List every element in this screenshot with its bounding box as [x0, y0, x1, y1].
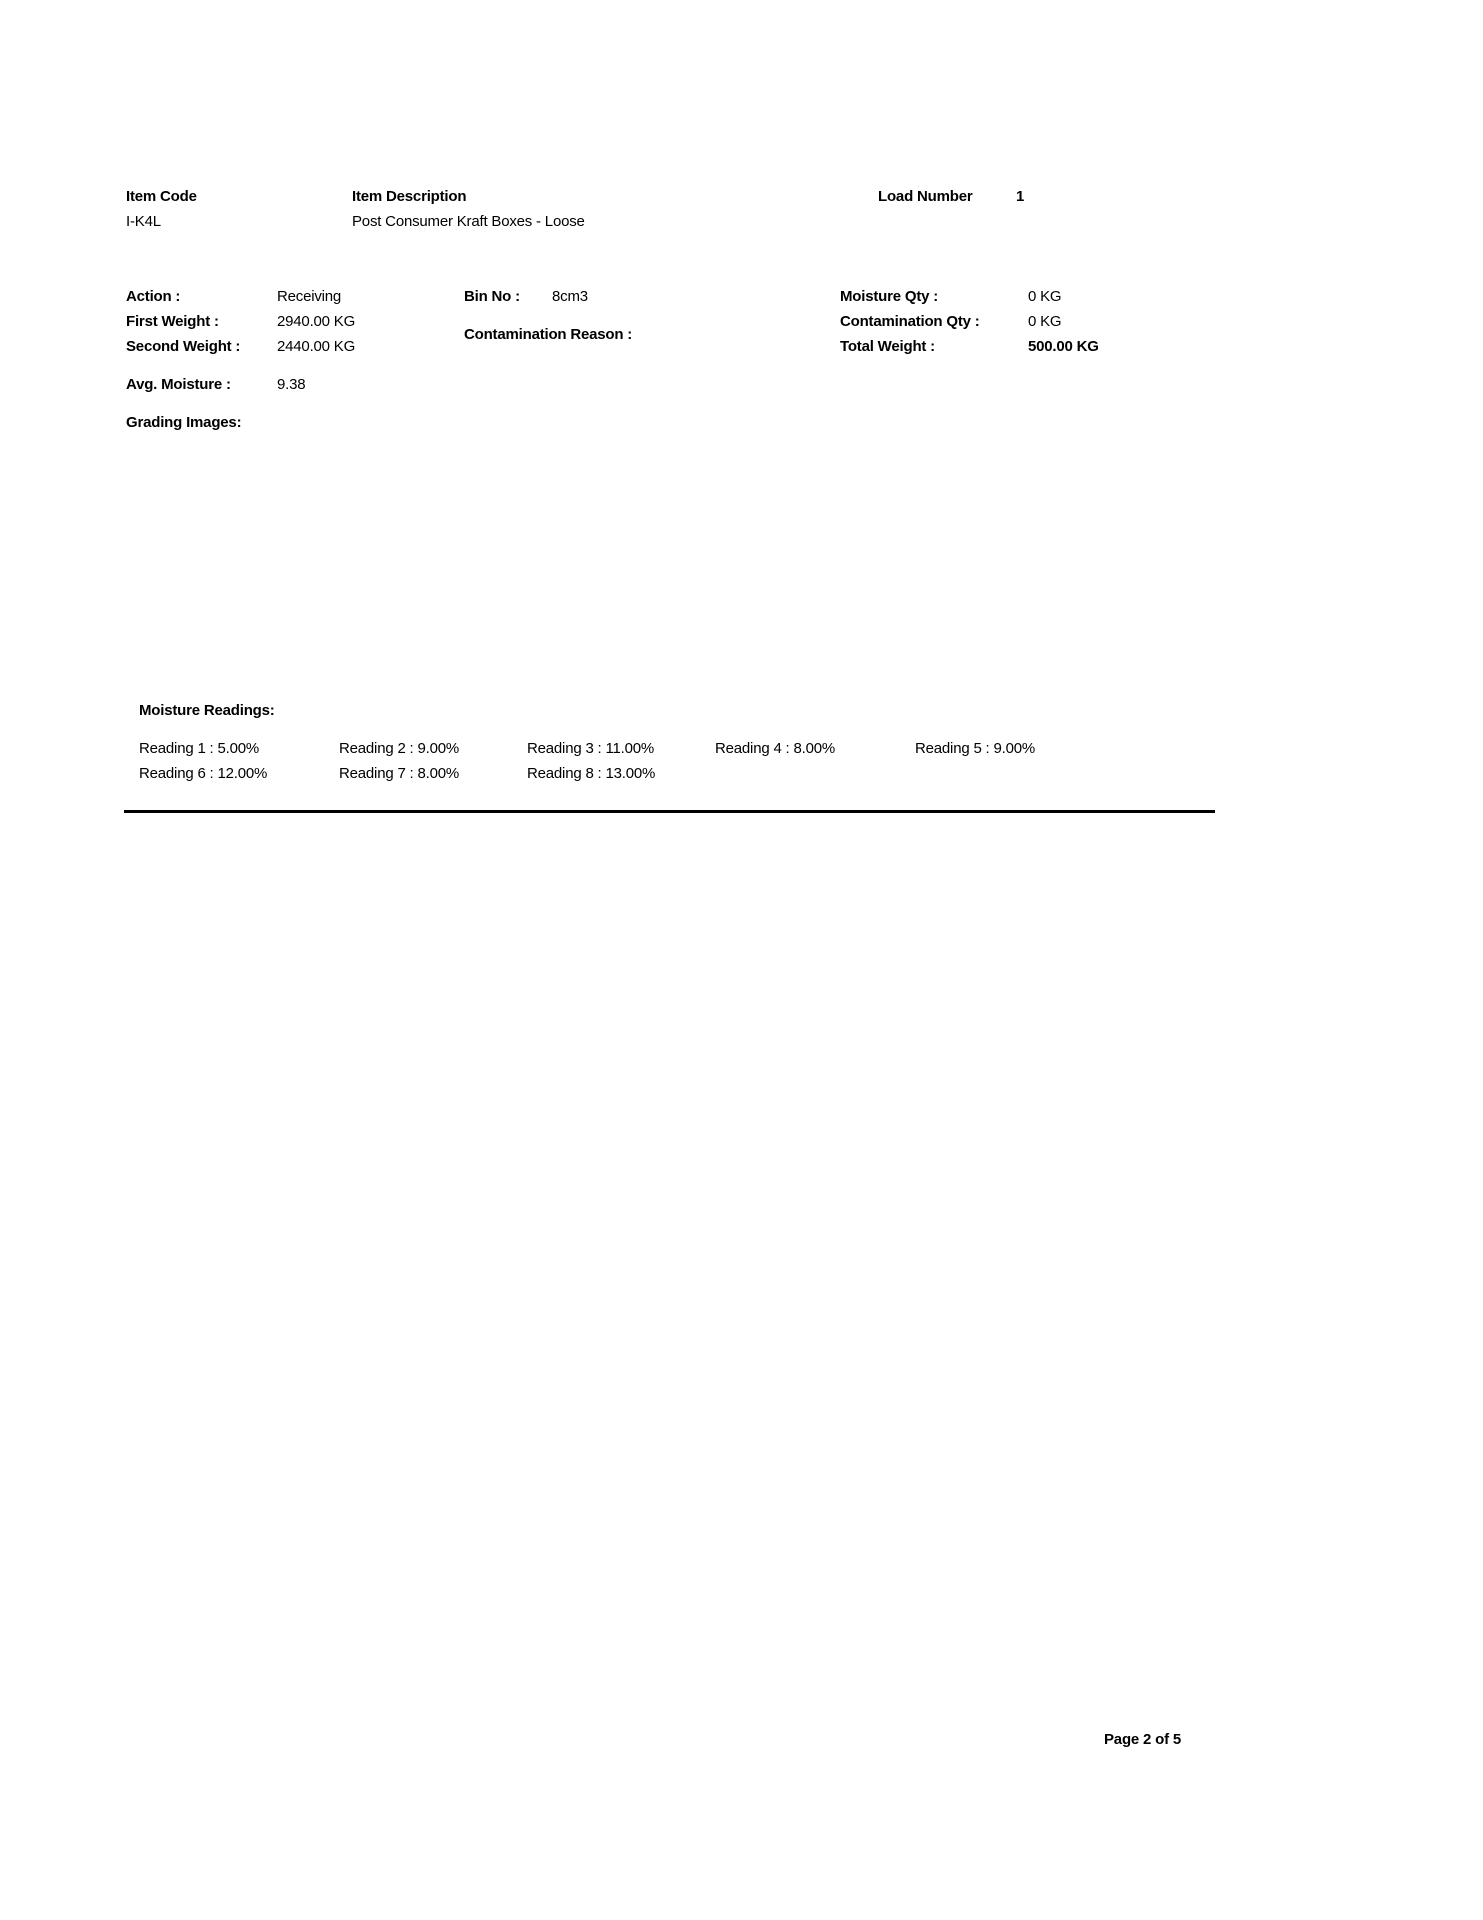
- grading-images-label: Grading Images:: [126, 414, 242, 431]
- bin-no-value: 8cm3: [552, 288, 588, 305]
- moisture-reading-6: Reading 6 : 12.00%: [139, 765, 268, 782]
- section-divider: [124, 810, 1215, 813]
- contamination-reason-label: Contamination Reason :: [464, 326, 633, 343]
- first-weight-value: 2940.00 KG: [277, 313, 356, 330]
- moisture-qty-label: Moisture Qty :: [840, 288, 939, 305]
- bin-no-label: Bin No :: [464, 288, 520, 305]
- avg-moisture-label: Avg. Moisture :: [126, 376, 231, 393]
- item-description-label: Item Description: [352, 188, 467, 205]
- first-weight-label: First Weight :: [126, 313, 219, 330]
- moisture-reading-4: Reading 4 : 8.00%: [715, 740, 836, 757]
- total-weight-value: 500.00 KG: [1028, 338, 1099, 355]
- load-number-label: Load Number: [878, 188, 973, 205]
- moisture-reading-1: Reading 1 : 5.00%: [139, 740, 260, 757]
- load-number-value: 1: [1016, 188, 1025, 205]
- item-description-value: Post Consumer Kraft Boxes - Loose: [352, 213, 585, 230]
- moisture-reading-5: Reading 5 : 9.00%: [915, 740, 1036, 757]
- total-weight-label: Total Weight :: [840, 338, 935, 355]
- second-weight-label: Second Weight :: [126, 338, 241, 355]
- moisture-readings-title: Moisture Readings:: [139, 702, 275, 719]
- page-number: Page 2 of 5: [1104, 1731, 1181, 1748]
- action-value: Receiving: [277, 288, 342, 305]
- moisture-reading-7: Reading 7 : 8.00%: [339, 765, 460, 782]
- contamination-qty-label: Contamination Qty :: [840, 313, 980, 330]
- moisture-reading-3: Reading 3 : 11.00%: [527, 740, 655, 757]
- item-code-label: Item Code: [126, 188, 197, 205]
- item-code-value: I-K4L: [126, 213, 161, 230]
- action-label: Action :: [126, 288, 181, 305]
- moisture-reading-2: Reading 2 : 9.00%: [339, 740, 460, 757]
- moisture-qty-value: 0 KG: [1028, 288, 1062, 305]
- moisture-reading-8: Reading 8 : 13.00%: [527, 765, 656, 782]
- second-weight-value: 2440.00 KG: [277, 338, 356, 355]
- avg-moisture-value: 9.38: [277, 376, 306, 393]
- contamination-qty-value: 0 KG: [1028, 313, 1062, 330]
